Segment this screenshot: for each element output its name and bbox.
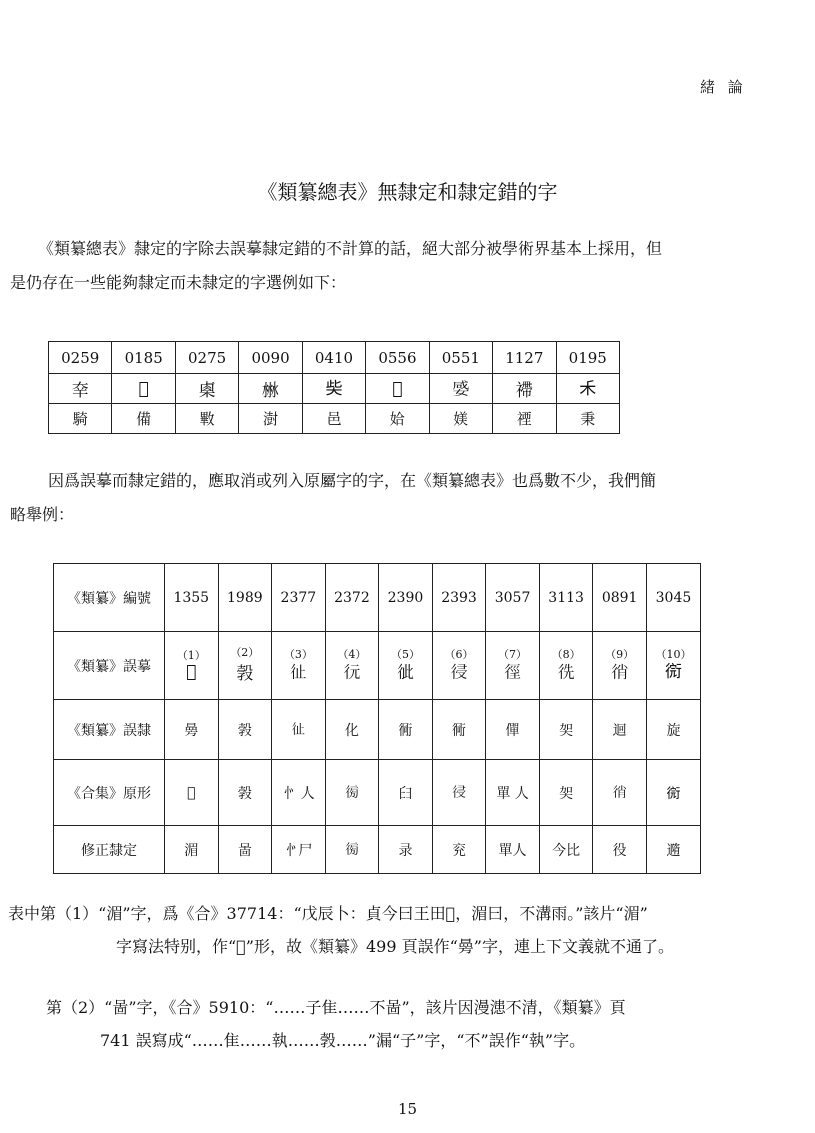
paragraph-2-line-1: 因爲誤摹而隸定錯的，應取消或列入原屬字的字，在《類纂總表》也爲數不少，我們簡: [48, 471, 657, 490]
table1-number: 0275: [175, 342, 238, 374]
running-header: 緒 論: [700, 78, 747, 96]
table2-original: 𣆪: [165, 760, 219, 826]
table1-glyph: 𡜏: [366, 374, 429, 404]
table1-char: 邑: [302, 404, 365, 434]
section-title: 《類纂總表》無隸定和隸定錯的字: [257, 180, 558, 204]
table2-corrected: 啚: [218, 826, 272, 874]
table2-index: （6）: [444, 647, 474, 661]
table2-mislisted: 衕: [379, 700, 433, 760]
table2-misdrawn-cell: [593, 632, 647, 700]
table1-char-row: [49, 404, 620, 434]
table2-corrected: 㣺尸: [272, 826, 326, 874]
note-2-line-2: 741 誤寫成“……隹……執……㝅……”漏“子”字，“不”誤作“執”字。: [100, 1031, 586, 1050]
paragraph-1: [10, 232, 778, 300]
table2-misdrawn-cell: [486, 632, 540, 700]
table2-original: 㣺 人: [272, 760, 326, 826]
table2-mislisted-row: [54, 700, 701, 760]
table2-original-row: [54, 760, 701, 826]
table2-mislisted: 㝅: [218, 700, 272, 760]
table2-misdrawn-glyph: 𢔀: [450, 662, 468, 683]
table2-index: （10）: [655, 648, 692, 661]
table2-original: 單 人: [486, 760, 540, 826]
table1-glyph: 㴇: [239, 374, 302, 404]
table1-char: 媄: [429, 404, 492, 434]
table1-char: 秉: [556, 404, 620, 434]
table1-char: 禋: [493, 404, 556, 434]
note-2-line-1: 第（2）“啚”字，《合》5910：“……子隹……不啚”，該片因漫漶不清，《類纂》頁: [46, 998, 626, 1017]
table2-index: （8）: [551, 647, 581, 661]
table1-char: 備: [112, 404, 175, 434]
table1-glyph: 𥝌: [556, 374, 620, 404]
table2-number: 0891: [593, 564, 647, 632]
table2-row-label: 修正隸定: [54, 826, 165, 874]
table2-index: （1）: [176, 648, 206, 662]
table2-corrected: 录: [379, 826, 433, 874]
table1-number: 0185: [112, 342, 175, 374]
table2-number: 2372: [325, 564, 379, 632]
table1-glyph-row: [49, 374, 620, 404]
table2-misdrawn-glyph: 𢓠: [557, 662, 575, 683]
table2-mislisted: 旋: [646, 700, 700, 760]
table2-corrected: 䢫: [646, 826, 700, 874]
table1-number: 0556: [366, 342, 429, 374]
misdrawn-characters-table: [53, 563, 701, 874]
table2-corrected: 今比: [539, 826, 593, 874]
table2-corrected: 役: [593, 826, 647, 874]
table2-misdrawn-cell: [539, 632, 593, 700]
table2-original: 𢔚: [325, 760, 379, 826]
table1-number: 1127: [493, 342, 556, 374]
table2-mislisted: 化: [325, 700, 379, 760]
table2-corrected-row: [54, 826, 701, 874]
table2-row-label: 《合集》原形: [54, 760, 165, 826]
table2-misdrawn-cell: [379, 632, 433, 700]
table2-original: 㚙: [539, 760, 593, 826]
table1-number: 0090: [239, 342, 302, 374]
paragraph-2: [10, 464, 778, 532]
table1-char: 㪤: [175, 404, 238, 434]
table2-misdrawn-glyph: 𢓗: [396, 662, 414, 683]
table2-corrected: 湄: [165, 826, 219, 874]
table2-number: 2377: [272, 564, 326, 632]
table2-misdrawn-cell: [325, 632, 379, 700]
table2-corrected: 兖: [432, 826, 486, 874]
table2-misdrawn-cell: [432, 632, 486, 700]
table1-number: 0551: [429, 342, 492, 374]
table1-glyph: 㚔: [49, 374, 112, 404]
table2-index: （4）: [337, 647, 367, 661]
table2-misdrawn-glyph: 𢓊: [289, 662, 307, 683]
page-number: 15: [397, 1100, 418, 1118]
table2-original: 𢕋: [646, 760, 700, 826]
table1-glyph: 𡞣: [429, 374, 492, 404]
table1-glyph: 㮚: [175, 374, 238, 404]
table1-char: 澍: [239, 404, 302, 434]
paragraph-1-line-2: 是仍存在一些能夠隸定而未隸定的字選例如下：: [10, 273, 347, 292]
table2-misdrawn-glyph: 𣆪: [186, 661, 197, 682]
table1-glyph: 𢼸: [112, 374, 175, 404]
table2-mislisted: 衕: [432, 700, 486, 760]
table2-misdrawn-cell: [218, 632, 272, 700]
table2-row-label: 《類纂》誤摹: [54, 632, 165, 700]
paragraph-2-line-2: 略舉例：: [10, 505, 75, 524]
table1-glyph: 𡘌: [302, 374, 365, 404]
table2-row-label: 《類纂》誤隸: [54, 700, 165, 760]
table2-original: 𢔀: [432, 760, 486, 826]
table2-mislisted: 𢓊: [272, 700, 326, 760]
table2-number: 1355: [165, 564, 219, 632]
table2-index: （9）: [605, 647, 635, 661]
table2-number: 1989: [218, 564, 272, 632]
table1-char: 姶: [366, 404, 429, 434]
table1-number-row: [49, 342, 620, 374]
note-1-line-1: 表中第（1）“湄”字，爲《合》37714：“戊辰卜：貞今曰王田𡜏，湄曰，不溝雨。”該片“湄”: [8, 904, 648, 923]
table2-misdrawn-glyph: 𢕋: [664, 662, 682, 682]
table2-mislisted: 僤: [486, 700, 540, 760]
table2-index: （3）: [283, 647, 313, 661]
table2-index: （2）: [230, 646, 260, 659]
table1-char: 騎: [49, 404, 112, 434]
table2-misdrawn-row: [54, 632, 701, 700]
table2-misdrawn-cell: [272, 632, 326, 700]
table2-number: 2393: [432, 564, 486, 632]
table2-number-row: [54, 564, 701, 632]
paragraph-1-line-1: 《類纂總表》隸定的字除去誤摹隸定錯的不計算的話，絕大部分被學術界基本上採用，但: [38, 239, 663, 258]
table2-mislisted: 㬅: [165, 700, 219, 760]
table2-number: 3045: [646, 564, 700, 632]
table2-number: 3113: [539, 564, 593, 632]
table2-misdrawn-glyph: 㝅: [236, 664, 254, 684]
table2-original: 㝅: [218, 760, 272, 826]
note-1-line-2: 字寫法特别，作“𣆪”形，故《類纂》499 頁誤作“㬅”字，連上下文義就不通了。: [116, 937, 674, 956]
table1-number: 0259: [49, 342, 112, 374]
table2-misdrawn-glyph: 𢓆: [343, 662, 361, 683]
table2-original: 𢓮: [593, 760, 647, 826]
table1-number: 0410: [302, 342, 365, 374]
table2-mislisted: 㚙: [539, 700, 593, 760]
table2-misdrawn-glyph: 𢔉: [504, 662, 522, 683]
table2-misdrawn-cell: [646, 632, 700, 700]
table2-index: （7）: [498, 647, 528, 661]
table2-corrected: 𢔚: [325, 826, 379, 874]
table1-glyph: 𥛣: [493, 374, 556, 404]
table2-mislisted: 迴: [593, 700, 647, 760]
table2-number: 2390: [379, 564, 433, 632]
table2-index: （5）: [390, 647, 420, 661]
table2-corrected: 單人: [486, 826, 540, 874]
table2-number: 3057: [486, 564, 540, 632]
table2-row-label: 《類纂》編號: [54, 564, 165, 632]
unlisted-characters-table: [48, 341, 620, 434]
table1-number: 0195: [556, 342, 620, 374]
table2-misdrawn-cell: [165, 632, 219, 700]
table2-original: 𦥑: [379, 760, 433, 826]
table2-misdrawn-glyph: 𢓮: [611, 662, 629, 683]
